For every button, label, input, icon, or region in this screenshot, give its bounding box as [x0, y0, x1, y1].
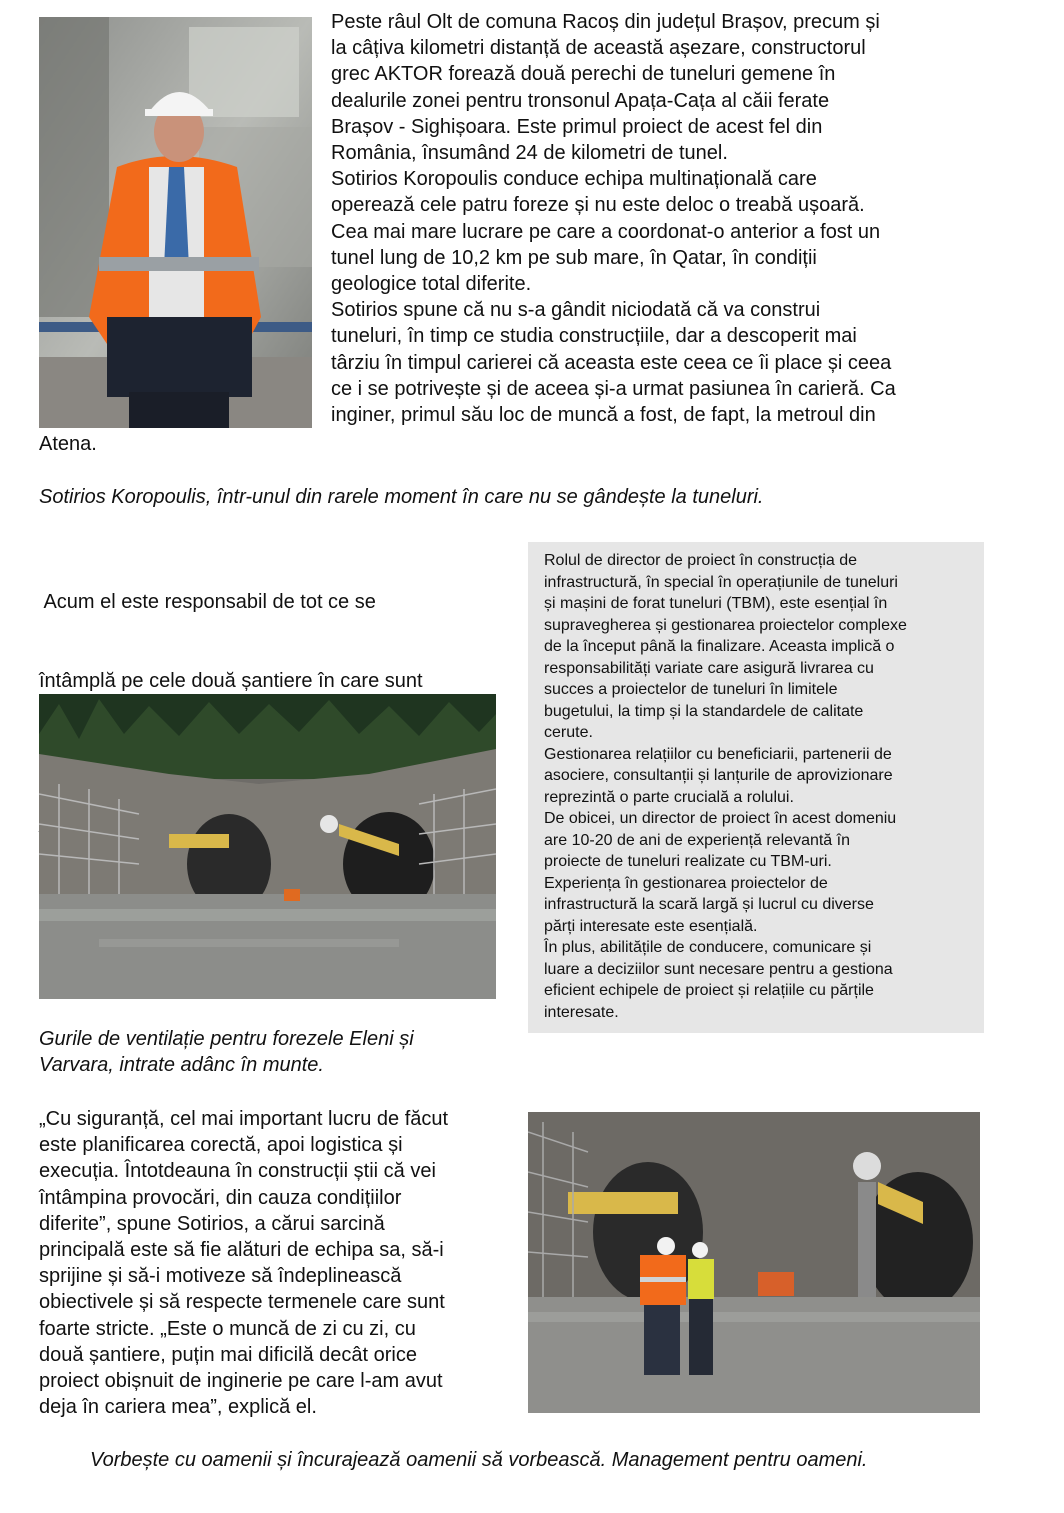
- text-line: supravegherea și gestionarea proiectelor complexe: [544, 616, 907, 634]
- text-line: geologice total diferite.: [331, 273, 532, 296]
- text-line: deja în cariera mea”, explică el.: [39, 1396, 317, 1419]
- text-line: În plus, abilitățile de conducere, comunicare și: [544, 939, 872, 956]
- text-line: bugetului, la timp și la standardele de calitate: [544, 702, 864, 720]
- text-line: principală este să fie alături de echipa sa, să-i: [39, 1239, 444, 1262]
- photo-engineers-at-portal: [528, 1112, 980, 1413]
- text-line: ce i se potrivește și de aceea și-a urmat pasiunea în carieră. Ca: [331, 377, 896, 400]
- text-line: Sotirios spune că nu s-a gândit niciodată că va construi: [331, 299, 821, 322]
- caption-portrait: Sotirios Koropoulis, într-unul din rarele moment în care nu se gândește la tuneluri.: [39, 486, 764, 508]
- text-line: eficient echipele de proiect și relațiile cu părțile: [544, 982, 874, 999]
- text-line: Sotirios Koropoulis conduce echipa multinațională care: [331, 168, 817, 191]
- text-line: este planificarea corectă, apoi logistica și: [39, 1134, 403, 1157]
- text-line: două șantiere, puțin mai dificilă decât orice: [39, 1343, 417, 1366]
- text-line: întâmpina provocări, din cauza condițiilor: [39, 1186, 402, 1209]
- text-line: inginer, primul său loc de muncă a fost, de fapt, la metroul din: [331, 404, 876, 427]
- text-line: execuția. Întotdeauna în construcții știi că vei: [39, 1160, 436, 1183]
- text-line: cerute.: [544, 724, 593, 741]
- text-line: asociere, consultanții și lanțurile de aprovizionare: [544, 767, 893, 784]
- caption-tunnels: [39, 1026, 414, 1078]
- text-line: luare a deciziilor sunt necesare pentru a gestiona: [544, 960, 893, 978]
- text-line: De obicei, un director de proiect în acest domeniu: [544, 810, 897, 827]
- text-line: la câțiva kilometri distanță de această așezare, constructorul: [331, 37, 866, 60]
- text-line: părți interesate este esențială.: [544, 917, 758, 935]
- text-line: infrastructură, în special în operațiunile de tuneluri: [544, 573, 898, 591]
- text-line: și mașini de forat tuneluri (TBM), este esențial în: [544, 595, 888, 612]
- text-line: grec AKTOR forează două perechi de tuneluri gemene în: [331, 63, 836, 86]
- sidebar-text: [544, 550, 984, 1023]
- text-line: operează cele patru foreze și nu este deloc o treabă ușoară.: [331, 194, 865, 217]
- text-line: Brașov - Sighișoara. Este primul proiect de acest fel din: [331, 115, 823, 138]
- text-line: dealurile zonei pentru tronsonul Apața-Cața al căii ferate: [331, 89, 830, 112]
- text-line: succes a proiectelor de tuneluri în limitele: [544, 681, 838, 698]
- text-line: Gestionarea relațiilor cu beneficiarii, partenerii de: [544, 745, 892, 763]
- text-line: diferite”, spune Sotirios, a cărui sarcină: [39, 1212, 385, 1235]
- intro-paragraph: [331, 9, 1011, 428]
- text-line: de la început până la finalizare. Aceasta implică o: [544, 638, 895, 655]
- text-line: tunel lung de 10,2 km pe sub mare, în Qatar, în condiții: [331, 246, 817, 269]
- text-line: târziu în timpul carierei că aceasta este ceea ce îi place și ceea: [331, 351, 892, 374]
- text-line: interesate.: [544, 1003, 619, 1021]
- text-line: proiecte de tuneluri realizate cu TBM-uri.: [544, 853, 832, 870]
- photo-tunnel-portals: [39, 694, 496, 999]
- text-line: infrastructură la scară largă și lucrul cu diverse: [544, 896, 874, 913]
- text-line: are 10-20 de ani de experiență relevantă în: [544, 831, 850, 849]
- text-line: proiect obișnuit de inginerie pe care l-am avut: [39, 1370, 443, 1393]
- text-line: Acum el este responsabil de tot ce se: [39, 591, 376, 614]
- text-line: reprezintă o parte crucială a rolului.: [544, 788, 794, 806]
- caption-line: Varvara, intrate adânc în munte.: [39, 1054, 324, 1076]
- text-line: „Cu siguranță, cel mai important lucru de făcut: [39, 1108, 449, 1130]
- text-line: tuneluri, în timp ce studia construcțiile, dar a descoperit mai: [331, 325, 857, 348]
- text-line: obiectivele și să respecte termenele care sunt: [39, 1291, 445, 1314]
- footer-caption: Vorbește cu oamenii și încurajează oamenii să vorbească. Management pentru oameni.: [90, 1449, 868, 1471]
- caption-line: Gurile de ventilație pentru forezele Eleni și: [39, 1028, 414, 1050]
- info-sidebar: [528, 542, 984, 1033]
- text-line: responsabilități variate care asigură livrarea cu: [544, 659, 874, 677]
- text-line: întâmplă pe cele două șantiere în care sunt: [39, 670, 423, 693]
- text-line: sprijine și să-i motiveze să îndeplinească: [39, 1265, 402, 1288]
- text-line: Experiența în gestionarea proiectelor de: [544, 874, 828, 892]
- photo-portrait: [39, 17, 312, 428]
- intro-paragraph-tail: Atena.: [39, 433, 97, 455]
- text-line: foarte stricte. „Este o muncă de zi cu zi, cu: [39, 1317, 416, 1340]
- text-line: Rolul de director de proiect în construcția de: [544, 552, 858, 569]
- quote-paragraph: [39, 1106, 519, 1420]
- text-line: Peste râul Olt de comuna Racoș din județul Brașov, precum și: [331, 11, 880, 33]
- text-line: Cea mai mare lucrare pe care a coordonat-o anterior a fost un: [331, 220, 881, 243]
- text-line: România, însumând 24 de kilometri de tunel.: [331, 142, 728, 165]
